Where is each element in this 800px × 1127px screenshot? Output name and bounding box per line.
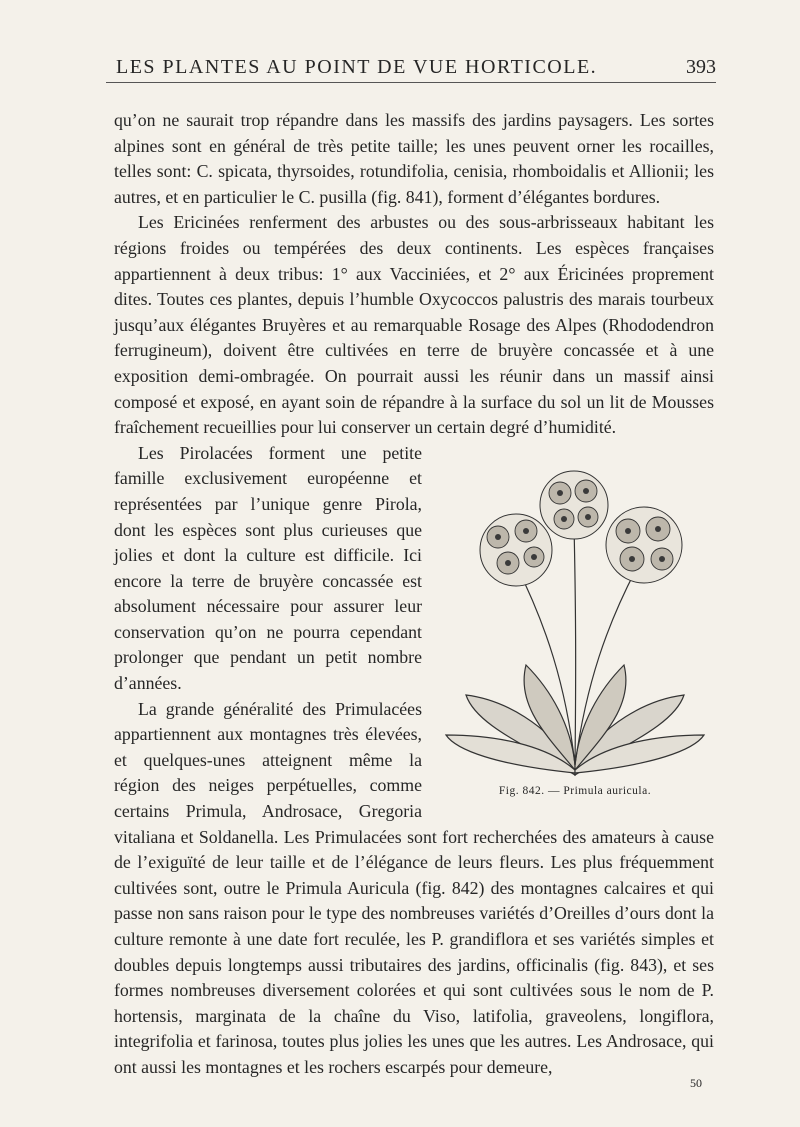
figure-primula-auricula: [436, 445, 714, 809]
paragraph-pirolacees: Les Pirolacées forment une petite famille exclusivement européenne et représentées par l’unique genre Pirola, dont les espèces sont plus curieuses que jolies et dont la culture est difficile. Ici encore la terre de bruyère concassée est absolument nécessaire pour assurer leur conservation qu’on ne pourra cependant prolonger que pendant un petit nombre d’années.: [114, 442, 422, 694]
figure-caption: Fig. 842. — Primula auricula.: [498, 785, 652, 798]
running-header: [106, 52, 716, 83]
paragraph-primulacees: La grande généralité des Primulacées appartiennent aux montagnes très élevées, et quelques-unes atteignent même la région des neiges perpétuelles, comme certains Primula, Androsace, Gregoria vitaliana et Soldanella. Les Primulacées sont fort recherchées des amateurs à cause de l’exiguïté de leur taille et de l’élégance de leurs fleurs. Les plus fréquemment cultivées sont, outre le Primula Auricula (fig. 842) des montagnes calcaires et qui passe non sans raison pour le type des nombreuses variétés d’Oreilles d’ours dont la culture remonte à une date fort reculée, les P. grandiflora et ses variétés simples et doubles depuis longtemps aussi tributaires des jardins, officinalis (fig. 843), et ses formes nombreuses diversement colorées et qui sont cultivées sous le nom de P. hortensis, marginata de la chaîne du Viso, latifolia, graveolens, longiflora, integrifolia et farinosa, toutes plus jolies les unes que les autres. Les Androsace, qui ont aussi les montagnes et les rochers escarpés pour demeure,: [114, 698, 714, 1077]
paragraph-ericinees: Les Ericinées renferment des arbustes ou des sous-arbrisseaux habitant les régions froides ou tempérées des deux continents. Les espèces françaises appartiennent à deux tribus: 1° aux Vacciniées, et 2° aux Éricinées proprement dites. Toutes ces plantes, depuis l’humble Oxycoccos palustris des marais tourbeux jusqu’aux élégantes Bruyères et au remarquable Rosage des Alpes (Rhododendron ferrugineum), doivent être cultivées en terre de bruyère concassée et à une exposition demi-ombragée. On pourrait aussi les réunir dans un massif ainsi composé et exposé, en ayant soin de répandre à la surface du sol un lit de Mousses fraîchement recueillies pour lui conserver un certain degré d’humidité.: [114, 212, 714, 438]
running-title: LES PLANTES AU POINT DE VUE HORTICOLE.: [116, 56, 598, 78]
paragraph-campanula: qu’on ne saurait trop répandre dans les massifs des jardins paysagers. Les sortes alpines sont en général de très petite taille; les unes peuvent orner les rocailles, telles sont: C. spicata, thyrsoides, rotundifolia, cenisia, rhomboidalis et Allionii; les autres, et en particulier le C. pusilla (fig. 841), forment d’élégantes bordures.: [114, 110, 714, 207]
printer-signature: 50: [690, 1076, 702, 1090]
body-text: [114, 108, 714, 1081]
primula-illustration: [436, 445, 714, 785]
page-number: 393: [686, 56, 716, 78]
